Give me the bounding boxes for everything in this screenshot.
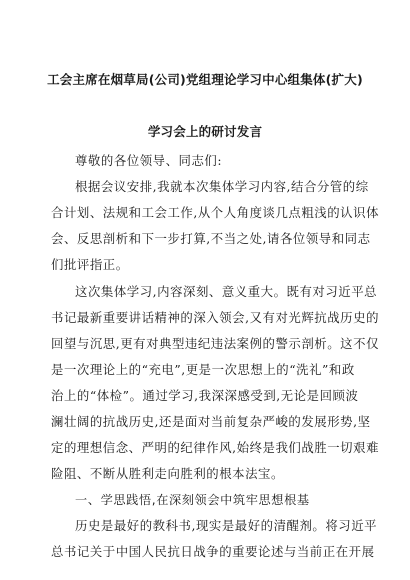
salutation: 尊敬的各位领导、同志们: [75,153,223,168]
paragraph-line: 这次集体学习,内容深刻、意义重大。既有对习近平总 [75,284,378,299]
paragraph-line: 是一次理论上的“充电”,更是一次思想上的“洗礼”和政 [51,362,355,377]
document-title-line-2: 学习会上的研讨发言 [147,124,263,139]
paragraph-line: 定的理想信念、严明的纪律作风,始终是我们战胜一切艰难 [51,440,380,455]
paragraph-line: 回望与沉思,更有对典型违纪违法案例的警示剖析。这不仅 [51,336,380,351]
paragraph-line: 会、反思剖析和下一步打算,不当之处,请各位领导和同志 [51,231,371,246]
paragraph-line: 们批评指正。 [51,257,129,272]
paragraph-line: 根据会议安排,我就本次集体学习内容,结合分管的综 [75,179,369,194]
paragraph-line: 合计划、法规和工会工作,从个人角度谈几点粗浅的认识体 [51,205,380,220]
paragraph-line: 总书记关于中国人民抗日战争的重要论述与当前正在开展 [51,544,375,559]
paragraph-line: 治上的“体检”。通过学习,我深深感受到,无论是回顾波 [51,388,359,403]
paragraph-line: 险阻、不断从胜利走向胜利的根本法宝。 [51,466,284,481]
paragraph-line: 书记最新重要讲话精神的深入领会,又有对光辉抗战历史的 [51,310,380,325]
document-title-line-1: 工会主席在烟草局(公司)党组理论学习中心组集体(扩大) [47,72,363,87]
paragraph-line: 澜壮阔的抗战历史,还是面对当前复杂严峻的发展形势,坚 [51,414,371,429]
section-heading: 一、学思践悟,在深刻领会中筑牢思想根基 [75,493,310,507]
paragraph-line: 历史是最好的教科书,现实是最好的清醒剂。将习近平 [75,518,378,533]
